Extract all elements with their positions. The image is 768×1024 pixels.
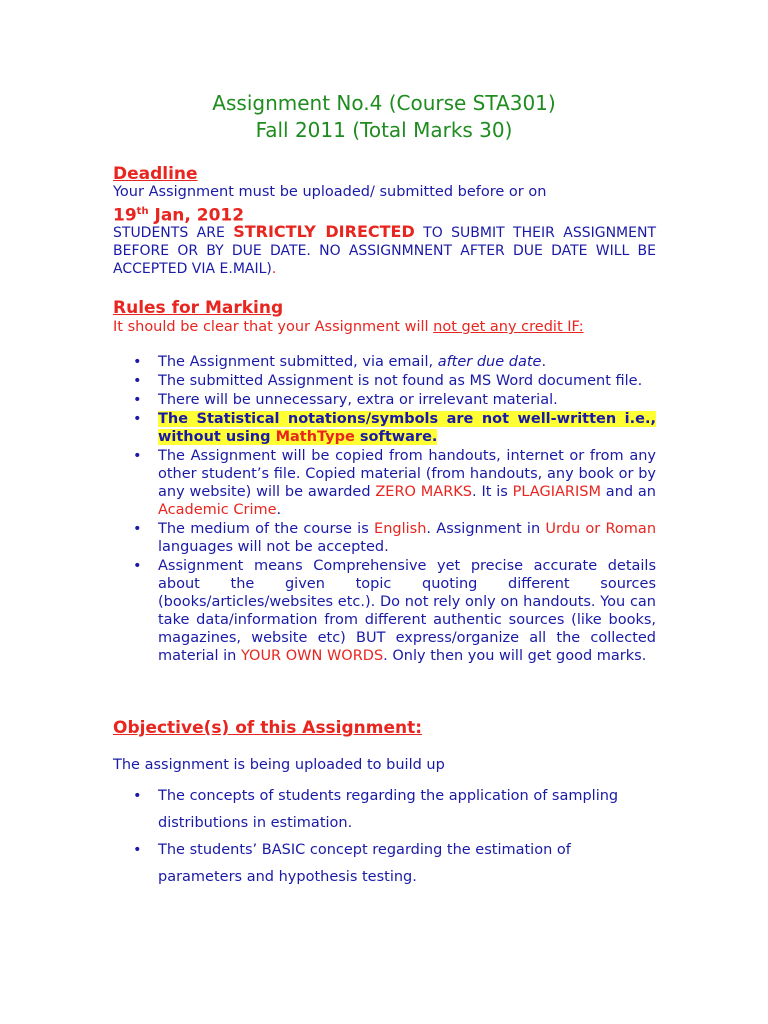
bullet-icon: •	[133, 411, 142, 427]
bullet-icon: •	[133, 392, 142, 408]
deadline-intro: Your Assignment must be uploaded/ submitted before or on	[113, 184, 547, 200]
objectives-intro: The assignment is being uploaded to build up	[113, 757, 445, 773]
list-item: • Assignment means Comprehensive yet precise accurate details about the given topic quoting different sources (books/articles/websites etc.). Do not rely only on handouts. You can take data/information from different authentic sources (like books, magazines, website etc) BUT express/organize all the collected material in YOUR OWN WORDS. Only then you will get good marks.	[133, 558, 656, 664]
assignment-title: Assignment No.4 (Course STA301)	[212, 91, 556, 115]
bullet-icon: •	[133, 354, 142, 370]
assignment-subtitle: Fall 2011 (Total Marks 30)	[255, 118, 513, 142]
bullet-icon: •	[133, 521, 142, 537]
bullet-icon: •	[133, 448, 142, 464]
objectives-list	[113, 783, 656, 891]
bullet-icon: •	[133, 373, 142, 389]
list-item: • The submitted Assignment is not found as MS Word document file.	[133, 373, 643, 389]
list-item: • The students’ BASIC concept regarding the estimation of parameters and hypothesis testing.	[113, 837, 656, 891]
deadline-heading: Deadline	[113, 164, 198, 184]
bullet-icon: •	[133, 788, 142, 804]
list-item: • The Assignment will be copied from handouts, internet or from any other student’s file. Copied material (from handouts, any book or by any website) will be awarded ZERO MARKS. It is PLAGIARISM and an Academic Crime.	[133, 448, 656, 518]
deadline-warning: STUDENTS ARE STRICTLY DIRECTED TO SUBMIT THEIR ASSIGNMENT BEFORE OR BY DUE DATE. NO ASSIGNMNENT AFTER DUE DATE WILL BE ACCEPTED VIA E.MAIL).	[113, 222, 656, 277]
list-item: • There will be unnecessary, extra or irrelevant material.	[133, 392, 558, 408]
deadline-date: 19th Jan, 2012	[113, 205, 245, 226]
list-item: • The Statistical notations/symbols are not well-written i.e., without using MathType software.	[133, 411, 656, 445]
objectives-heading: Objective(s) of this Assignment:	[113, 718, 423, 738]
bullet-icon: •	[133, 842, 142, 858]
rules-intro: It should be clear that your Assignment will not get any credit IF:	[113, 319, 584, 335]
rules-list	[113, 353, 656, 666]
list-item: • The Assignment submitted, via email, after due date.	[133, 354, 547, 370]
list-item: • The medium of the course is English. Assignment in Urdu or Roman languages will not be accepted.	[133, 521, 657, 555]
rules-heading: Rules for Marking	[113, 298, 284, 318]
list-item: • The concepts of students regarding the application of sampling distributions in estimation.	[113, 783, 656, 837]
bullet-icon: •	[133, 558, 142, 574]
